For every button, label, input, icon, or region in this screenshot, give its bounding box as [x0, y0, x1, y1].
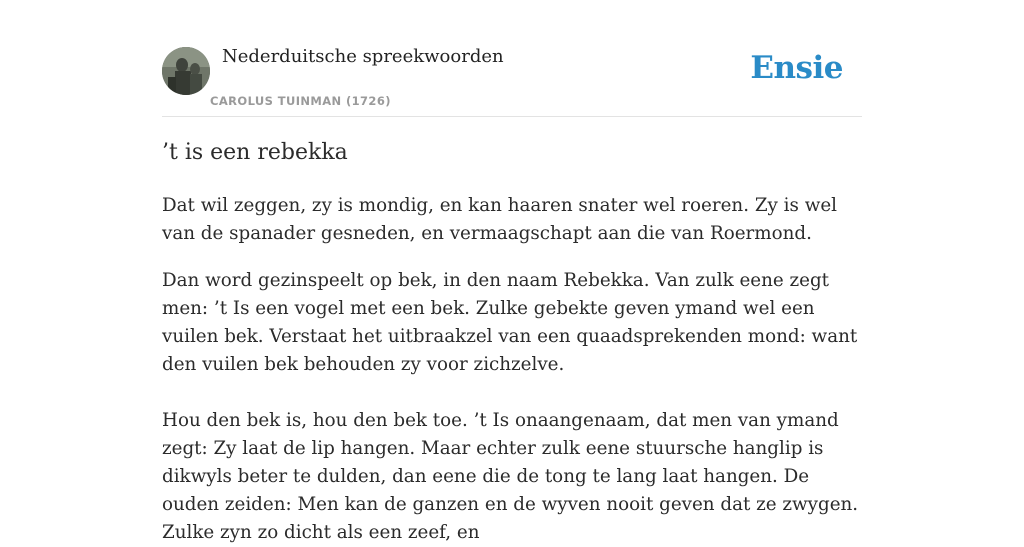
ensie-logo[interactable]: Ensie: [750, 50, 843, 86]
entry-paragraph: Dat wil zeggen, zy is mondig, en kan haaren snater wel roeren. Zy is wel van de spanader gesneden, en vermaagschapt aan die van Roermond.: [162, 195, 838, 244]
author-name[interactable]: CAROLUS TUINMAN (1726): [210, 94, 391, 108]
statue-photo-avatar-icon: [162, 47, 210, 95]
book-header: [162, 0, 862, 117]
entry-paragraph: Hou den bek is, hou den bek toe. ’t Is onaangenaam, dat men van ymand zegt: Zy laat de lip hangen. Maar echter zulk eene stuursche hanglip is dikwyls beter te dulden, dan eene die de tong te lang laat hangen. De ouden zeiden: Men kan de ganzen en de wyven nooit geven dat ze zwygen. Zulke zyn zo dicht als een zeef, en: [162, 410, 859, 543]
entry-paragraph: Dan word gezinspeelt op bek, in den naam Rebekka. Van zulk eene zegt men: ’t Is een vogel met een bek. Zulke gebekte geven ymand wel een vuilen bek. Verstaat het uitbraakzel van een quaadsprekenden mond: want den vuilen bek behouden zy voor zichzelve.: [162, 270, 858, 375]
book-title[interactable]: Nederduitsche spreekwoorden: [222, 46, 504, 67]
page: [162, 0, 862, 543]
entry-title: ’t is een rebekka: [162, 140, 348, 165]
author-avatar[interactable]: [162, 47, 210, 95]
